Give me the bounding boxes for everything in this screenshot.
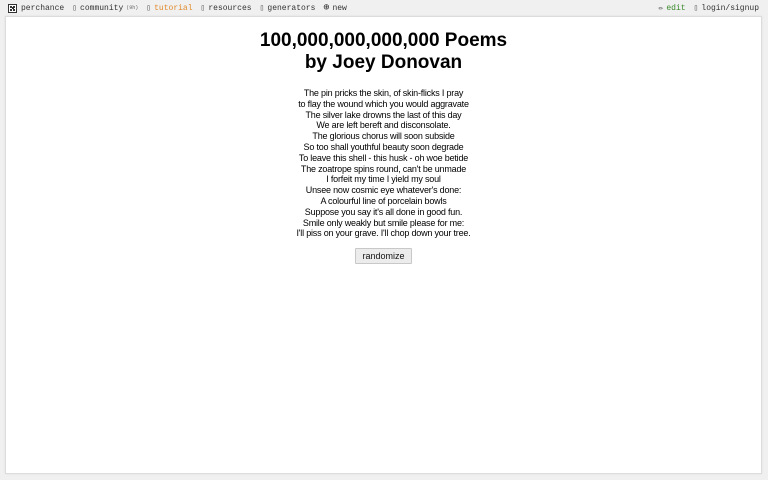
book-icon: ▯ — [146, 4, 152, 13]
poem-line: I forfeit my time I yield my soul — [326, 174, 441, 185]
nav-community-label: community — [80, 3, 124, 13]
poem-line: Suppose you say it's all done in good fun. — [304, 206, 463, 217]
poem-line: The pin pricks the skin, of skin-flicks I pray — [303, 88, 464, 98]
poem-line: The glorious chorus will soon subside — [312, 131, 455, 142]
page-title — [6, 30, 761, 74]
poem-line: We are left bereft and disconsolate. — [316, 120, 451, 131]
poem-line: So too shall youthful beauty soon degrade — [303, 141, 464, 152]
title-line-2: by Joey Donovan — [304, 52, 463, 73]
dice-icon — [8, 4, 17, 13]
poem-line: I'll piss on your grave. I'll chop down your tree. — [296, 228, 471, 239]
top-nav-left — [0, 2, 355, 14]
community-badge: (9h) — [126, 5, 139, 11]
top-nav-right — [659, 3, 768, 13]
nav-perchance-label: perchance — [21, 3, 65, 13]
nav-new[interactable] — [323, 2, 346, 14]
poem-line: The zoatrope spins round, can't be unmade — [300, 163, 467, 174]
nav-login-label: login/signup — [701, 3, 759, 13]
randomize-button[interactable]: randomize — [355, 248, 411, 264]
nav-tutorial-label: tutorial — [154, 3, 193, 13]
poem-line: To leave this shell - this husk - oh woe betide — [298, 152, 469, 163]
chat-icon: ▯ — [72, 4, 78, 13]
generator-frame — [5, 16, 762, 474]
poem-line: Unsee now cosmic eye whatever's done: — [305, 185, 462, 196]
nav-resources-label: resources — [208, 3, 252, 13]
pencil-icon: ✏ — [658, 4, 664, 13]
box-icon: ▯ — [200, 4, 206, 13]
nav-edit-label: edit — [666, 3, 686, 13]
nav-edit[interactable] — [659, 3, 686, 13]
title-line-1: 100,000,000,000,000 Poems — [259, 30, 508, 51]
nav-perchance[interactable] — [8, 4, 64, 13]
generator-content — [6, 30, 761, 264]
nav-generators-label: generators — [267, 3, 316, 13]
poem-line: to flay the wound which you would aggravate — [298, 98, 469, 109]
nav-new-label: new — [332, 3, 347, 13]
list-icon: ▯ — [259, 4, 265, 13]
nav-login[interactable] — [694, 3, 759, 13]
nav-generators[interactable] — [260, 3, 316, 13]
poem-line: A colourful line of porcelain bowls — [320, 195, 447, 206]
nav-resources[interactable] — [201, 3, 252, 13]
plus-circle-icon: ⊕ — [323, 3, 330, 14]
poem-line: Smile only weakly but smile please for me: — [302, 217, 465, 228]
nav-tutorial[interactable] — [146, 3, 192, 13]
poem — [6, 88, 761, 239]
user-icon: ▯ — [693, 4, 699, 13]
poem-line: The silver lake drowns the last of this day — [305, 109, 462, 120]
nav-community[interactable] — [72, 3, 138, 13]
top-nav-bar — [0, 0, 768, 16]
